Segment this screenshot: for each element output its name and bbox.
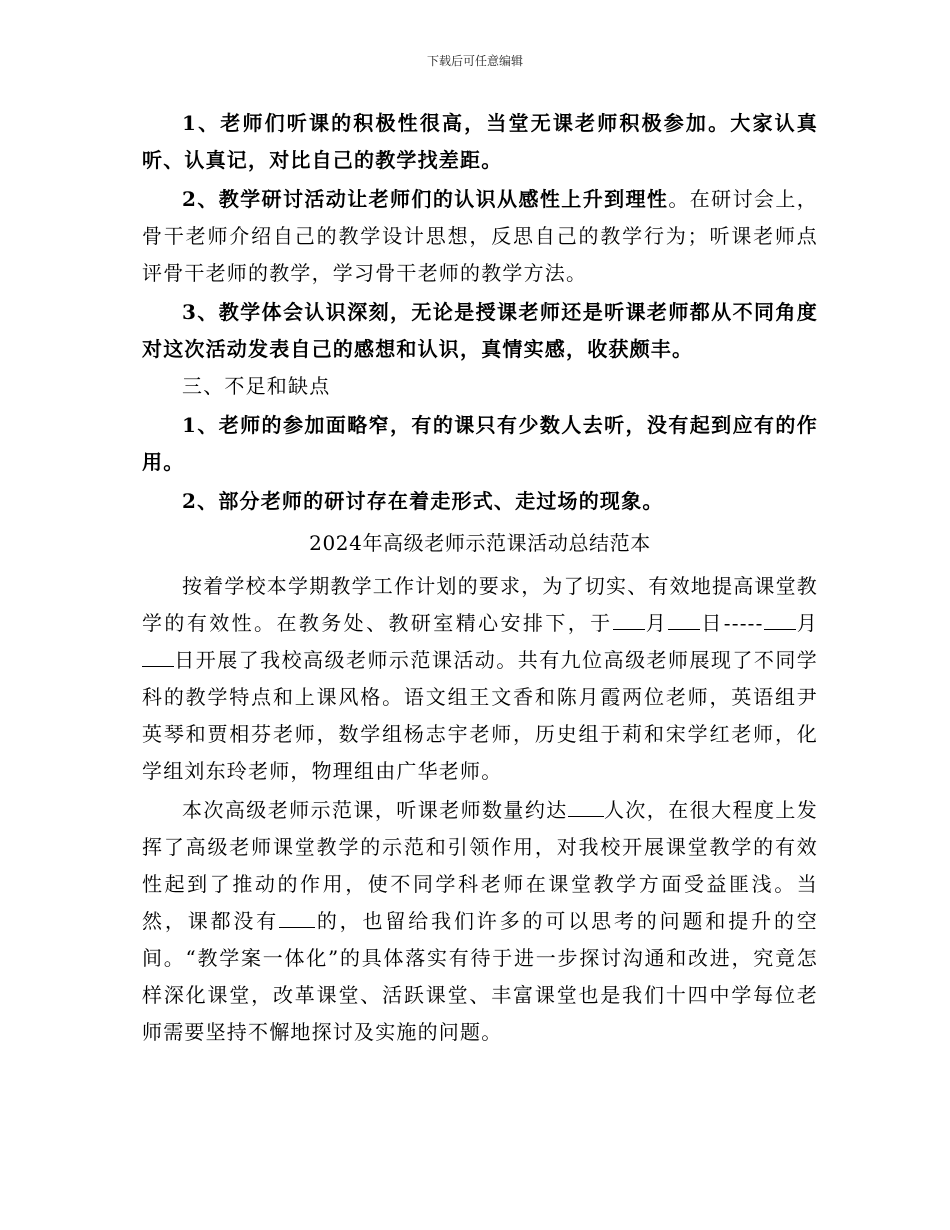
blank-quality <box>279 907 315 928</box>
p1-text-a: 按着学校本学期教学工作计划的要求，为了切实、有效地提高课堂教学的有效性。在教务处、教研室精心安排下，于 <box>142 574 818 635</box>
summary-item-1: 1、老师们听课的积极性很高，当堂无课老师积极参加。大家认真听、认真记，对比自己的教学找差距。 <box>142 111 818 172</box>
p2-text-b: 人次，在很大程度上发挥了高级老师课堂教学的示范和引领作用，对我校开展课堂教学的有效性起到了推动的作用，使不同学科老师在课堂教学方面受益匪浅。当然，课都没有 <box>142 798 819 933</box>
summary-item-3: 3、教学体会认识深刻，无论是授课老师还是听课老师都从不同角度对这次活动发表自己的感想和认识，真情实感，收获颇丰。 <box>142 300 818 361</box>
blank-day-start <box>668 609 700 630</box>
summary-item-2-body: 。在研讨会上，骨干老师介绍自己的教学设计思想，反思自己的教学行为；听课老师点评骨干老师的教学，学习骨干老师的教学方法。 <box>142 187 819 285</box>
shortcoming-item-1: 1、老师的参加面略窄，有的课只有少数人去听，没有起到应有的作用。 <box>142 413 818 474</box>
download-note: 下载后可任意编辑 <box>426 54 523 68</box>
p2-text-c: 的，也留给我们许多的可以思考的问题和提升的空间。“教学案一体化”的具体落实有待于进一步探讨沟通和改进，究竟怎样深化课堂，改革课堂、活跃课堂、丰富课堂也是我们十四中学每位老师需要坚持不懈地探讨及实施的问题。 <box>142 909 819 1044</box>
document-body <box>142 105 818 1051</box>
summary-item-2 <box>142 181 818 292</box>
article-title: 2024年高级老师示范课活动总结范本 <box>309 531 651 555</box>
article-paragraph-1 <box>142 568 818 790</box>
p1-text-d: 月 <box>795 611 819 635</box>
shortcoming-item-2: 2、部分老师的研讨存在着走形式、走过场的现象。 <box>182 489 664 513</box>
summary-item-2-lead: 2、教学研讨活动让老师们的认识从感性上升到理性 <box>182 187 669 211</box>
p2-text-a: 本次高级老师示范课，听课老师数量约达 <box>182 798 568 822</box>
blank-day-end <box>142 646 174 667</box>
blank-month-end <box>764 609 796 630</box>
p1-text-b: 月 <box>644 611 669 635</box>
blank-count <box>568 796 604 817</box>
p1-text-e: 日开展了我校高级老师示范课活动。共有九位高级老师展现了不同学科的教学特点和上课风格。语文组王文香和陈月霞两位老师，英语组尹英琴和贾相芬老师，数学组杨志宇老师，历史组于莉和宋学红老师，化学组刘东玲老师，物理组由广华老师。 <box>142 648 818 783</box>
blank-month-start <box>613 609 645 630</box>
article-paragraph-2 <box>142 792 818 1051</box>
p1-text-c: 日----- <box>700 611 764 635</box>
section-heading-shortcomings: 三、不足和缺点 <box>182 374 331 398</box>
